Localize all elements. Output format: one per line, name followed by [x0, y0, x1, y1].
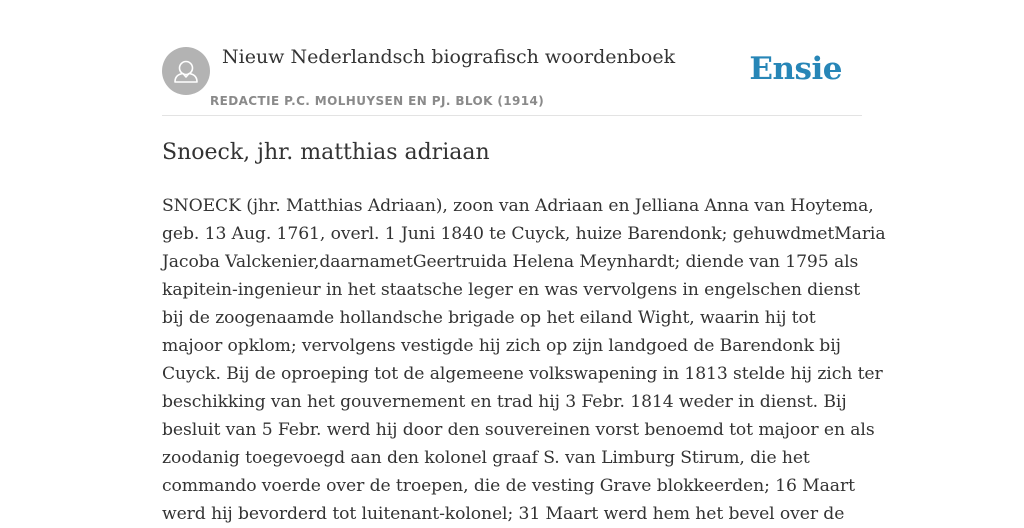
book-editors: REDACTIE P.C. MOLHUYSEN EN PJ. BLOK (1914): [210, 94, 545, 108]
article-line: kapitein-ingenieur in het staatsche leger en was vervolgens in engelschen dienst: [162, 280, 861, 300]
ensie-logo[interactable]: Ensie: [749, 51, 842, 87]
article-title: Snoeck, jhr. matthias adriaan: [162, 140, 490, 165]
person-outline-icon: [162, 47, 210, 95]
article-line: Jacoba Valckenier,daarnametGeertruida Helena Meynhardt; diende van 1795 als: [162, 252, 859, 272]
article-line: commando voerde over de troepen, die de vesting Grave blokkeerden; 16 Maart: [162, 476, 855, 496]
article-line: besluit van 5 Febr. werd hij door den souvereinen vorst benoemd tot majoor en als: [162, 420, 875, 440]
article-line: geb. 13 Aug. 1761, overl. 1 Juni 1840 te Cuyck, huize Barendonk; gehuwdmetMaria: [162, 224, 886, 244]
article-line: majoor opklom; vervolgens vestigde hij zich op zijn landgoed de Barendonk bij: [162, 336, 841, 356]
user-avatar-icon: [162, 47, 210, 95]
article-line: beschikking van het gouvernement en trad hij 3 Febr. 1814 weder in dienst. Bij: [162, 392, 847, 412]
article-body: [162, 192, 886, 528]
book-header: [162, 0, 862, 116]
article-line: bij de zoogenaamde hollandsche brigade op het eiland Wight, waarin hij tot: [162, 308, 816, 328]
article-line: SNOECK (jhr. Matthias Adriaan), zoon van Adriaan en Jelliana Anna van Hoytema,: [162, 196, 874, 216]
article-line: Cuyck. Bij de oproeping tot de algemeene volkswapening in 1813 stelde hij zich ter: [162, 364, 883, 384]
article-line: werd hij bevorderd tot luitenant-kolonel; 31 Maart werd hem het bevel over de: [162, 504, 845, 524]
article-line: zoodanig toegevoegd aan den kolonel graaf S. van Limburg Stirum, die het: [162, 448, 810, 468]
book-title-link[interactable]: Nieuw Nederlandsch biografisch woordenboek: [222, 46, 676, 68]
